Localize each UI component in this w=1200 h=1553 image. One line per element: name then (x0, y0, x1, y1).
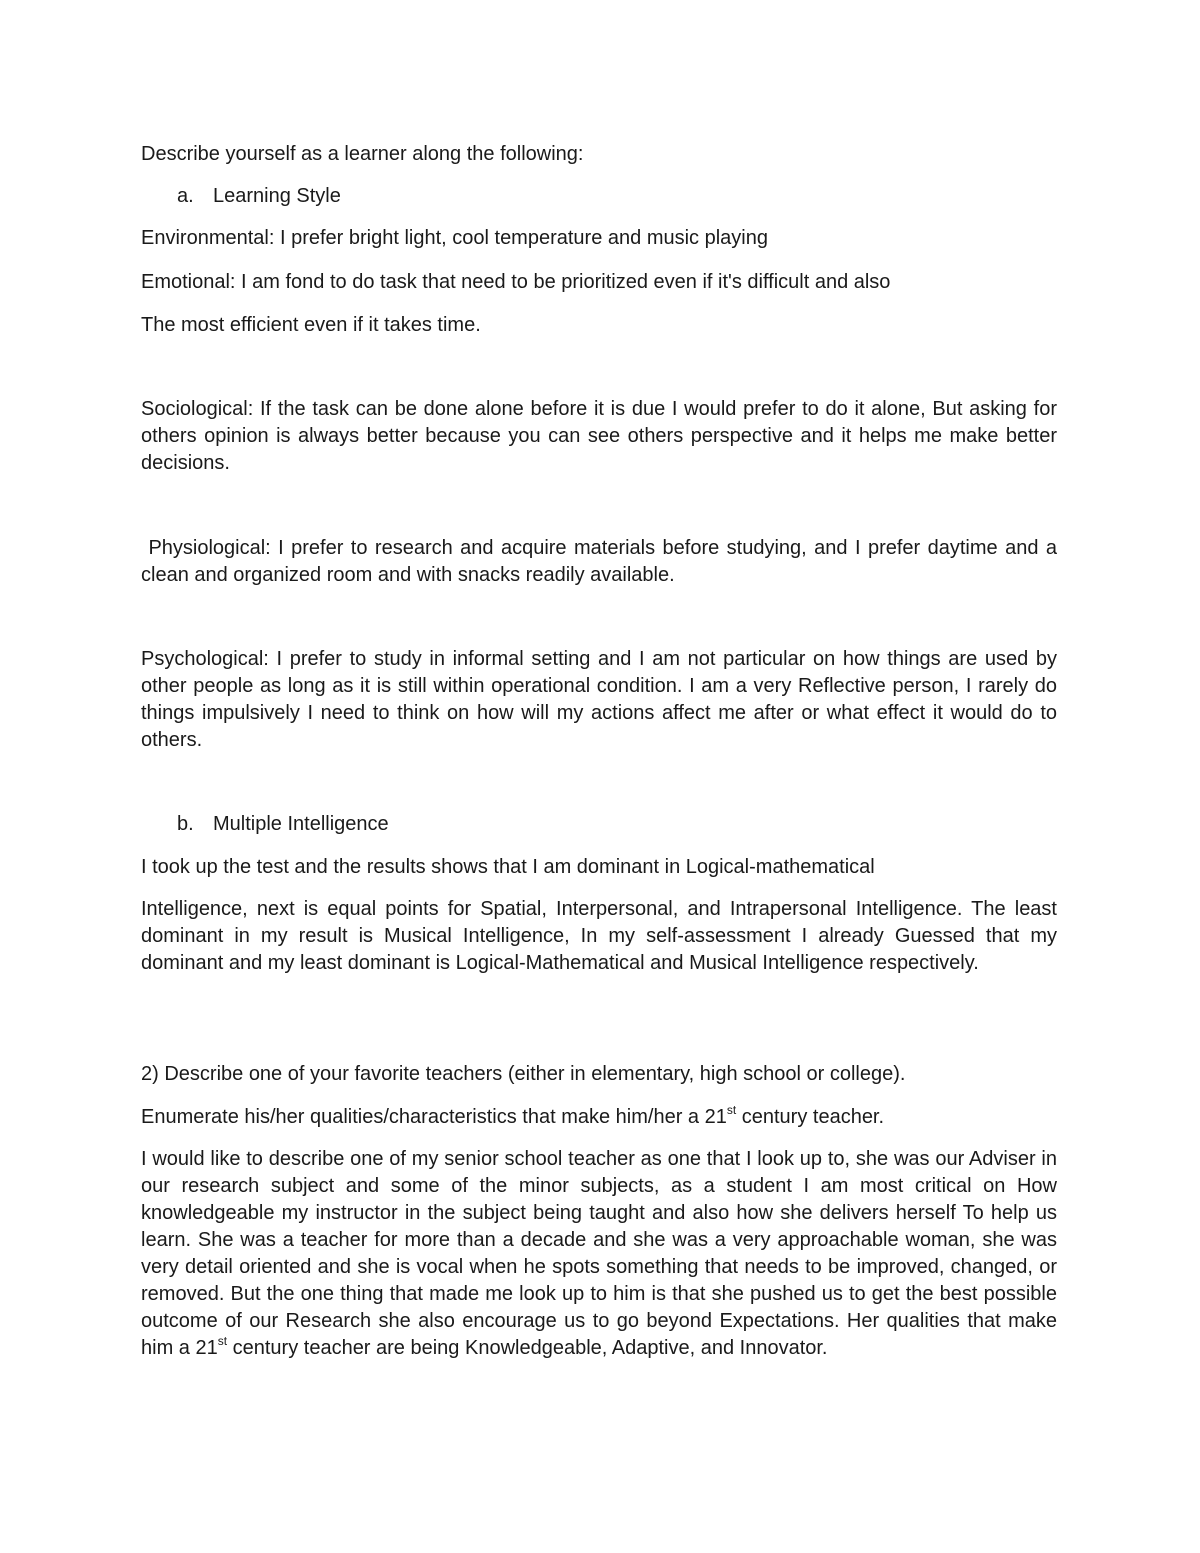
psychological-paragraph: Psychological: I prefer to study in informal setting and I am not particular on how things are used by other people as long as it is still within operational condition. I am a very Reflective person, I rarely do things impulsively I need to think on how will my actions affect me after or what effect it would do to others. (141, 648, 1057, 751)
multiple-intelligence-line: I took up the test and the results shows that I am dominant in Logical-mathematical (141, 856, 875, 878)
question-2-line: 2) Describe one of your favorite teachers (either in elementary, high school or college). (141, 1063, 906, 1085)
teacher-description-paragraph (141, 1146, 1057, 1362)
multiple-intelligence-paragraph: Intelligence, next is equal points for Spatial, Interpersonal, and Intrapersonal Intelligence. The least dominant in my result is Musical Intelligence, In my self-assessment I already Guessed that my dominant and my least dominant is Logical-Mathematical and Musical Intelligence respectively. (141, 898, 1057, 974)
emotional-line-1: Emotional: I am fond to do task that need to be prioritized even if it's difficult and also (141, 271, 891, 293)
ordinal-suffix: st (726, 1103, 737, 1118)
section-a-label: Learning Style (213, 185, 341, 207)
enumerate-text: Enumerate his/her qualities/characteristics that make him/her a 21 (141, 1106, 727, 1128)
emotional-line-2: The most efficient even if it takes time. (141, 314, 481, 336)
section-b-label: Multiple Intelligence (213, 813, 389, 835)
ordinal-suffix: st (217, 1334, 228, 1349)
question-2-enumerate-line (141, 1104, 884, 1131)
teacher-description-text: I would like to describe one of my senior school teacher as one that I look up to, she was our Adviser in our research subject and some of the minor subjects, as a student I am most critical on How knowledgeable my instructor in the subject being taught and also how she delivers herself To help us learn. She was a teacher for more than a decade and she was a very approachable woman, she was very detail oriented and she is vocal when he spots something that needs to be improved, changed, or removed. But the one thing that made me look up to him is that she pushed us to get the best possible outcome of our Research she also encourage us to go beyond Expectations. Her qualities that make him a 21 (141, 1148, 1057, 1359)
section-b-heading (177, 811, 389, 838)
physiological-paragraph: Physiological: I prefer to research and acquire materials before studying, and I prefer daytime and a clean and organized room and with snacks readily available. (141, 537, 1063, 586)
sociological-paragraph: Sociological: If the task can be done alone before it is due I would prefer to do it alone, But asking for others opinion is always better because you can see others perspective and it helps me make better decisions. (141, 398, 1057, 474)
section-a-heading (177, 183, 341, 210)
enumerate-text-end: century teacher. (736, 1106, 885, 1128)
teacher-description-end: century teacher are being Knowledgeable, Adaptive, and Innovator. (227, 1337, 828, 1359)
environmental-line: Environmental: I prefer bright light, cool temperature and music playing (141, 227, 768, 249)
section-b-marker: b. (177, 813, 194, 835)
section-a-marker: a. (177, 185, 194, 207)
intro-line: Describe yourself as a learner along the following: (141, 143, 584, 165)
